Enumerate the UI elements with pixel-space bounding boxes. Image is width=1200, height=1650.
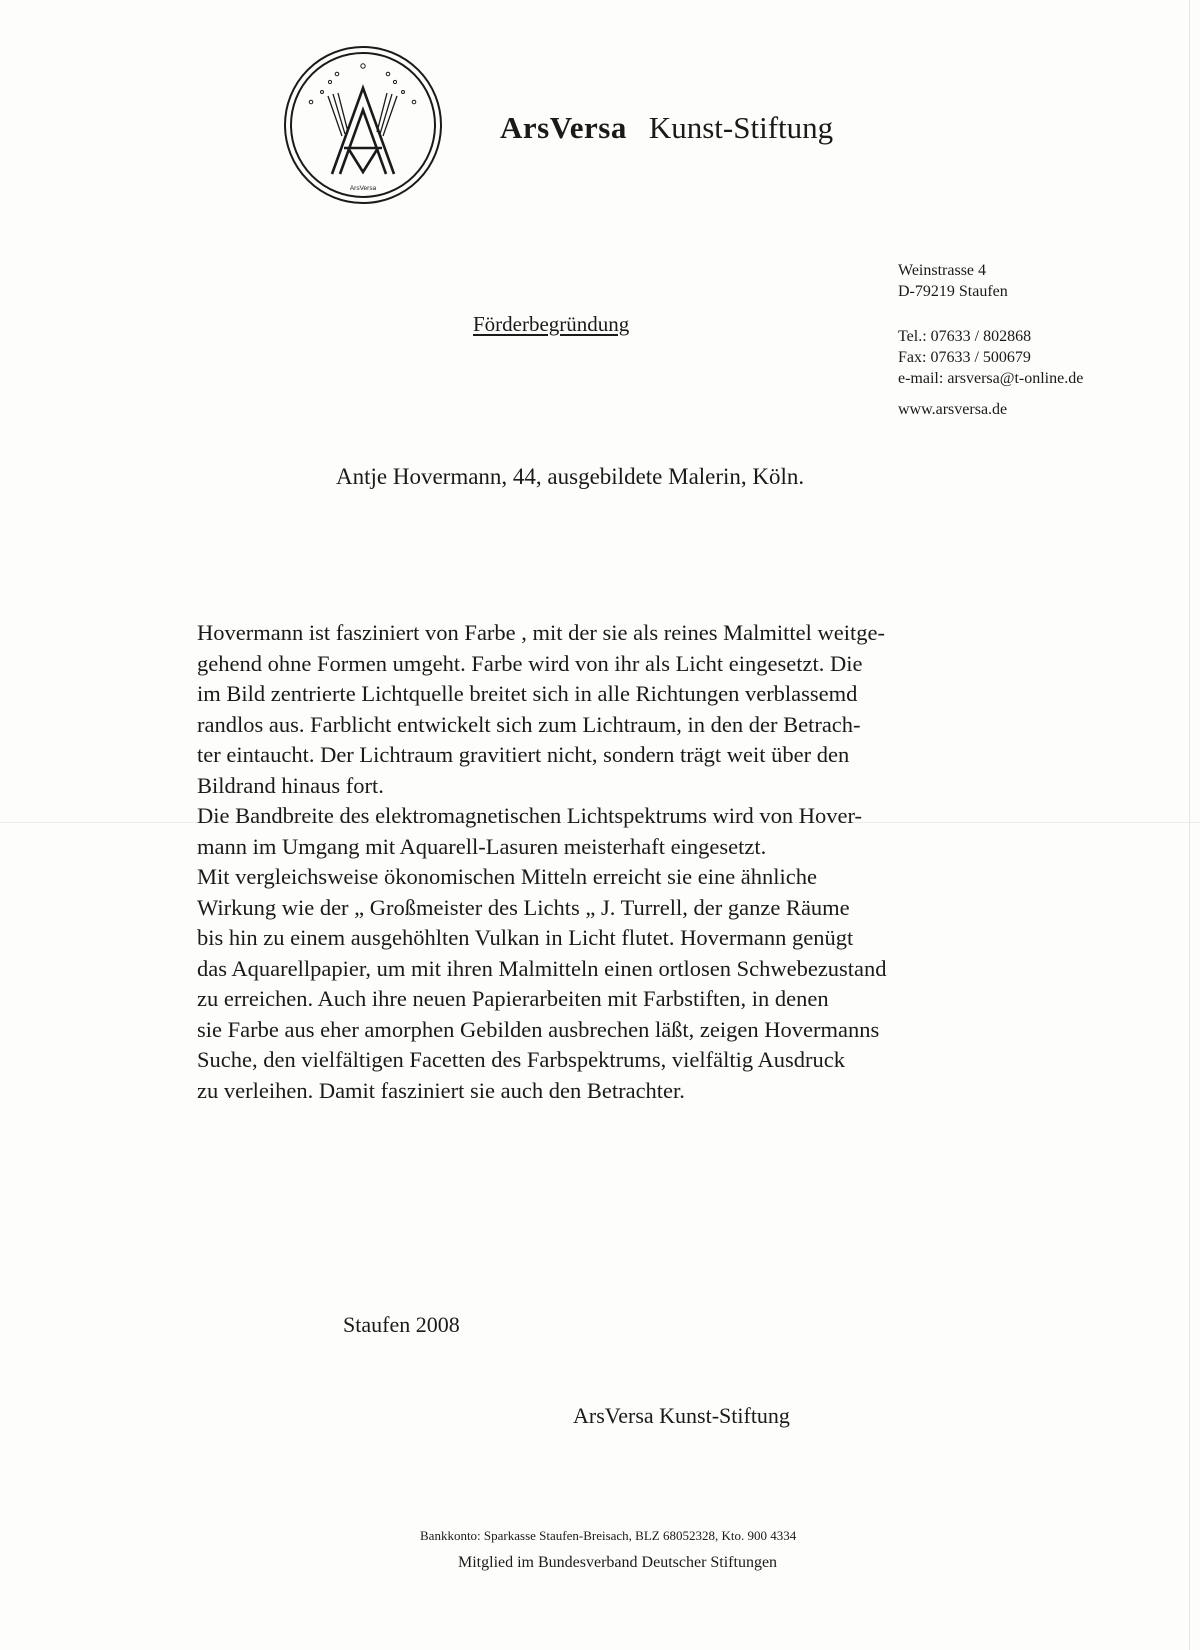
body-line: mann im Umgang mit Aquarell-Lasuren meisterhaft eingesetzt.: [197, 833, 767, 859]
address-fax: Fax: 07633 / 500679: [898, 349, 1031, 366]
foundation-name: [500, 110, 833, 146]
signature: ArsVersa Kunst-Stiftung: [573, 1403, 790, 1428]
body-line: Wirkung wie der „ Großmeister des Lichts „ J. Turrell, der ganze Räume: [197, 894, 850, 920]
address-tel: Tel.: 07633 / 802868: [898, 328, 1032, 345]
body-line: randlos aus. Farblicht entwickelt sich zum Lichtraum, in den der Betrach-: [197, 711, 861, 737]
logo-label: ArsVersa: [349, 185, 377, 192]
body-line: Bildrand hinaus fort.: [197, 772, 384, 798]
address-street: Weinstrasse 4: [898, 262, 987, 279]
address-city: D-79219 Staufen: [898, 283, 1008, 300]
brand-name: ArsVersa: [500, 110, 627, 145]
place-date: Staufen 2008: [343, 1312, 460, 1337]
contact-block: [898, 260, 1083, 420]
body-line: bis hin zu einem ausgehöhlten Vulkan in Licht flutet. Hovermann genügt: [197, 925, 854, 950]
body-line: zu erreichen. Auch ihre neuen Papierarbeiten mit Farbstiften, in denen: [197, 986, 829, 1011]
paper-edge: [1189, 0, 1190, 1650]
document-title: Förderbegründung: [473, 312, 630, 336]
address-email: e-mail: arsversa@t-online.de: [898, 370, 1084, 387]
address-web: www.arsversa.de: [898, 401, 1008, 418]
body-line: Mit vergleichsweise ökonomischen Mitteln erreicht sie eine ähnliche: [197, 864, 818, 889]
body-line: das Aquarellpapier, um mit ihren Malmitteln einen ortlosen Schwebezustand: [197, 955, 887, 981]
membership-note: Mitglied im Bundesverband Deutscher Stiftungen: [458, 1554, 778, 1571]
brand-subtitle: Kunst-Stiftung: [648, 110, 834, 145]
body-line: gehend ohne Formen umgeht. Farbe wird von ihr als Licht eingesetzt. Die: [197, 650, 863, 676]
bank-details: Bankkonto: Sparkasse Staufen-Breisach, BLZ 68052328, Kto. 900 4334: [420, 1528, 797, 1543]
body-line: Die Bandbreite des elektromagnetischen Lichtspektrums wird von Hover-: [197, 803, 862, 828]
body-line: im Bild zentrierte Lichtquelle breitet sich in alle Richtungen verblassemd: [197, 681, 858, 706]
body-line: sie Farbe aus eher amorphen Gebilden ausbrechen läßt, zeigen Hovermanns: [197, 1016, 880, 1042]
body-text: [197, 618, 1057, 1106]
arsversa-logo: [282, 44, 444, 206]
body-line: zu verleihen. Damit fasziniert sie auch den Betrachter.: [197, 1077, 685, 1103]
body-line: Suche, den vielfältigen Facetten des Farbspektrums, vielfältig Ausdruck: [197, 1047, 845, 1072]
body-line: Hovermann ist fasziniert von Farbe , mit der sie als reines Malmittel weitge-: [197, 620, 885, 645]
body-line: ter eintaucht. Der Lichtraum gravitiert nicht, sondern trägt weit über den: [197, 742, 850, 767]
subject-line: Antje Hovermann, 44, ausgebildete Malerin, Köln.: [336, 464, 805, 489]
